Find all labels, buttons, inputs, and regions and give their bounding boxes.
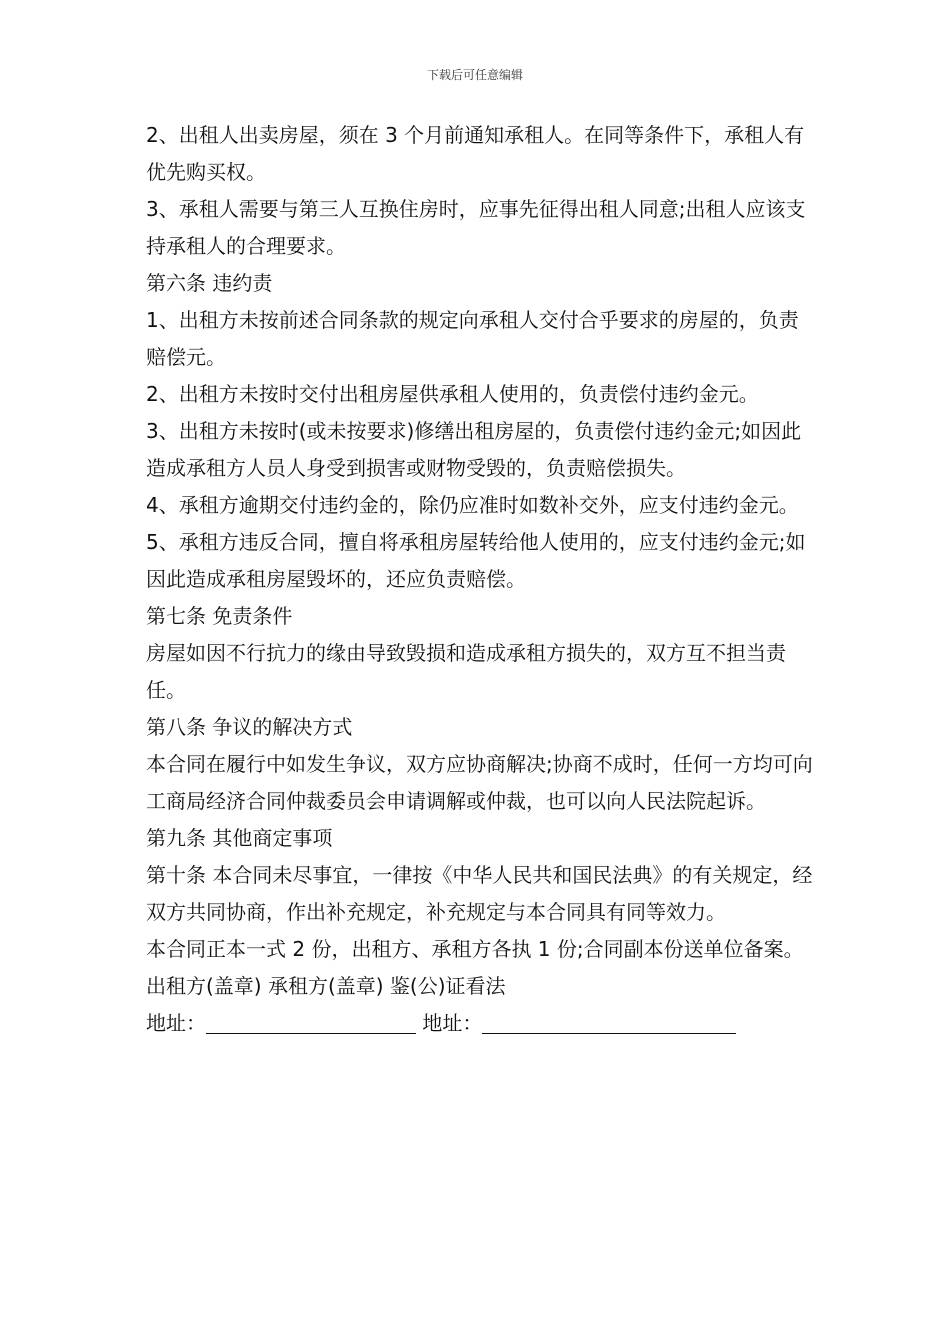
address-blank-lessee — [482, 1011, 736, 1034]
section-heading: 第九条 其他商定事项 — [146, 826, 333, 850]
address-blank-lessor — [206, 1011, 416, 1034]
paragraph: 2、出租方未按时交付出租房屋供承租人使用的，负责偿付违约金元。 — [146, 382, 759, 406]
page-header-note: 下载后可任意编辑 — [426, 68, 523, 82]
section-heading: 第六条 违约责 — [146, 271, 273, 295]
paragraph: 2、出租人出卖房屋，须在 3 个月前通知承租人。在同等条件下，承租人有优先购买权。 — [146, 123, 805, 184]
section-heading: 第七条 免责条件 — [146, 604, 293, 628]
signature-line: 出租方(盖章) 承租方(盖章) 鉴(公)证看法 — [146, 974, 506, 998]
paragraph: 3、出租方未按时(或未按要求)修缮出租房屋的，负责偿付违约金元;如因此造成承租方人员人身受到损害或财物受毁的，负责赔偿损失。 — [146, 419, 802, 480]
address-label-lessor: 地址： — [146, 1011, 206, 1035]
paragraph: 4、承租方逾期交付违约金的，除仍应准时如数补交外，应支付违约金元。 — [146, 493, 799, 517]
paragraph: 本合同在履行中如发生争议，双方应协商解决;协商不成时，任何一方均可向工商局经济合同仲裁委员会申请调解或仲裁，也可以向人民法院起诉。 — [146, 752, 813, 813]
paragraph: 第十条 本合同未尽事宜，一律按《中华人民共和国民法典》的有关规定，经双方共同协商，作出补充规定，补充规定与本合同具有同等效力。 — [146, 863, 813, 924]
section-heading: 第八条 争议的解决方式 — [146, 715, 353, 739]
paragraph: 房屋如因不行抗力的缘由导致毁损和造成承租方损失的，双方互不担当责任。 — [146, 641, 786, 702]
paragraph: 本合同正本一式 2 份，出租方、承租方各执 1 份;合同副本份送单位备案。 — [146, 937, 804, 961]
paragraph: 5、承租方违反合同，擅自将承租房屋转给他人使用的，应支付违约金元;如因此造成承租房屋毁坏的，还应负责赔偿。 — [146, 530, 806, 591]
document-body — [146, 117, 818, 1042]
address-line — [146, 1005, 818, 1042]
address-label-lessee: 地址： — [422, 1011, 483, 1035]
paragraph: 1、出租方未按前述合同条款的规定向承租人交付合乎要求的房屋的，负责赔偿元。 — [146, 308, 799, 369]
paragraph: 3、承租人需要与第三人互换住房时，应事先征得出租人同意;出租人应该支持承租人的合理要求。 — [146, 197, 806, 258]
